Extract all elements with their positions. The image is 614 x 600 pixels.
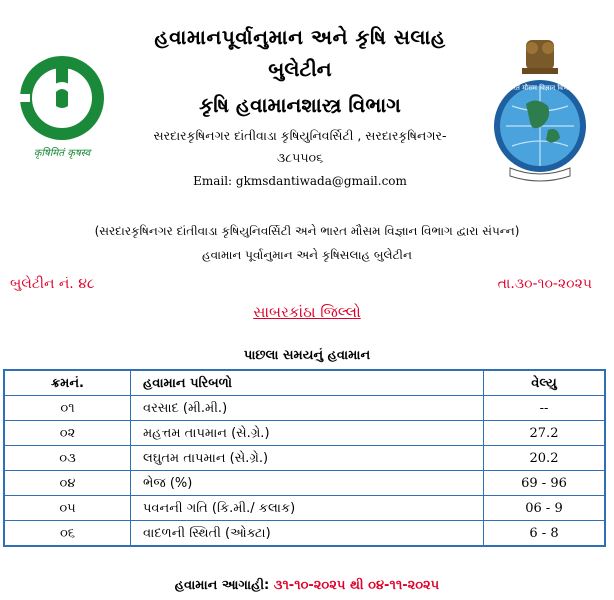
department-name: કૃષિ હવામાનશાસ્ત્ર વિભાગ: [199, 93, 401, 117]
imd-logo-text: भारत मौसम विज्ञान विभाग: [506, 84, 574, 92]
bulletin-title: હવામાનપૂર્વાનુમાન અને કૃષિ સલાહ: [154, 25, 446, 49]
row-parameter: મહત્તમ તાપમાન (સે.ગ્રે.): [131, 421, 484, 446]
header-text: [112, 22, 488, 190]
row-serial-no: ૦૩: [4, 446, 131, 471]
bulletin-number: બુલેટીન નં. ૪૮: [10, 276, 95, 292]
past-weather-table: [3, 369, 606, 547]
header-value: વેલ્યુ: [484, 370, 606, 396]
forecast-heading: [0, 578, 614, 593]
forecast-label: હવામાન આગાહી:: [174, 578, 270, 593]
table-row: [4, 396, 605, 421]
bulletin-subtitle: બુલેટીન: [268, 57, 332, 81]
row-value: 06 - 9: [484, 496, 606, 521]
row-parameter: વાદળની સ્થિતી (ઓક્ટા): [131, 521, 484, 547]
university-name: સરદારકૃષિનગર દાંતીવાડા કૃષિયુનિવર્સિટી , સરદારકૃષિનગર-: [153, 128, 447, 143]
table-row: [4, 421, 605, 446]
row-serial-no: ૦૧: [4, 396, 131, 421]
email-address: Email: gkmsdantiwada@gmail.com: [193, 174, 407, 188]
imd-logo: [486, 34, 594, 184]
row-value: 6 - 8: [484, 521, 606, 547]
row-parameter: વરસાદ (મી.મી.): [131, 396, 484, 421]
bulletin-type: હવામાન પૂર્વાનુમાન અને કૃષિસલાહ બુલેટીન: [202, 248, 412, 262]
row-serial-no: ૦૫: [4, 496, 131, 521]
bulletin-date: તા.૩૦-૧૦-૨૦૨૫: [497, 276, 592, 292]
forecast-dates: ૩૧-૧૦-૨૦૨૫ થી ૦૪-૧૧-૨૦૨૫: [273, 578, 440, 593]
district-name: સાબરકાંઠા જિલ્લો: [253, 303, 361, 321]
table-row: [4, 496, 605, 521]
table-header-row: [4, 370, 605, 396]
university-logo-motto: कृषिमितं कृषस्व: [33, 148, 91, 159]
row-parameter: પવનની ગતિ (કિ.મી./ કલાક): [131, 496, 484, 521]
collaboration-note: (સરદારકૃષિનગર દાંતીવાડા કૃષિયુનિવર્સિટી અને ભારત મૌસમ વિજ્ઞાન વિભાગ દ્વારા સંપન્ન): [94, 224, 520, 238]
table-row: [4, 521, 605, 547]
university-logo: [12, 48, 112, 166]
row-serial-no: ૦૪: [4, 471, 131, 496]
table-row: [4, 446, 605, 471]
row-serial-no: ૦૨: [4, 421, 131, 446]
row-value: 69 - 96: [484, 471, 606, 496]
header-parameter: હવામાન પરિબળો: [131, 370, 484, 396]
row-value: 20.2: [484, 446, 606, 471]
bulletin-header: [0, 0, 614, 208]
pincode: ૩૮૫૫૦૬: [276, 150, 324, 165]
row-parameter: ભેજ (%): [131, 471, 484, 496]
header-serial-no: ક્રમનં.: [4, 370, 131, 396]
table-row: [4, 471, 605, 496]
row-parameter: લઘુતમ તાપમાન (સે.ગ્રે.): [131, 446, 484, 471]
row-value: --: [484, 396, 606, 421]
row-value: 27.2: [484, 421, 606, 446]
past-weather-title: પાછલા સમયનું હવામાન: [243, 348, 371, 363]
row-serial-no: ૦૬: [4, 521, 131, 547]
